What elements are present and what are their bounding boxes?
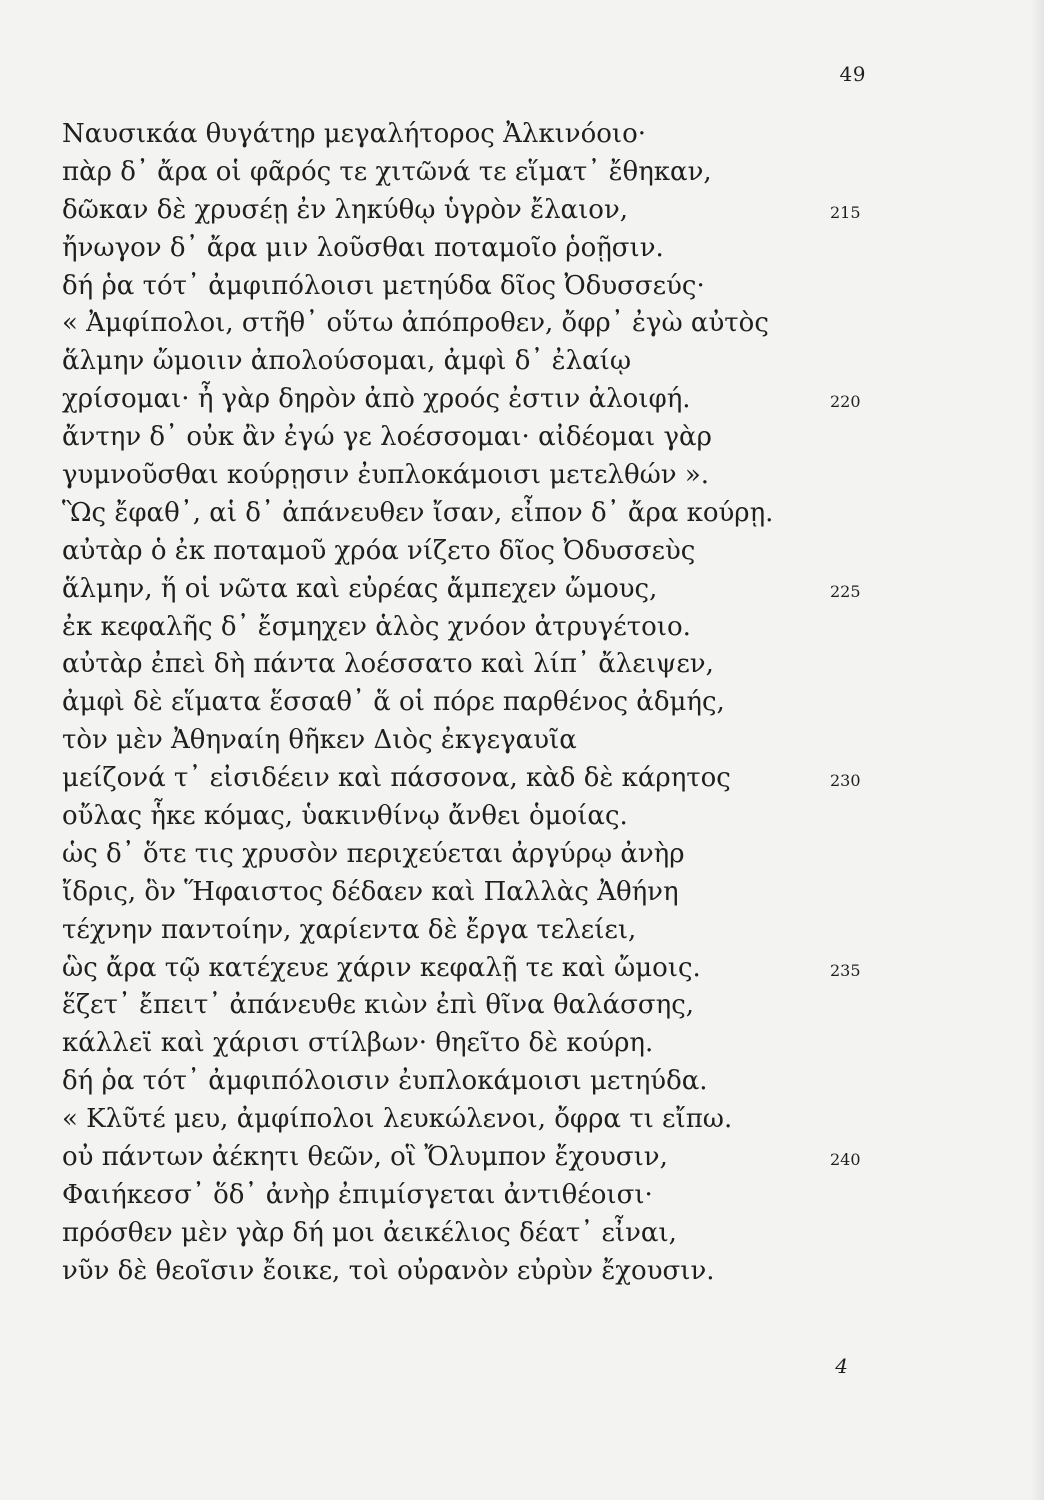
verse-line <box>62 646 962 684</box>
verse-line <box>62 684 962 722</box>
verse-line <box>62 912 962 950</box>
verse-line <box>62 1215 962 1253</box>
verse-text: πὰρ δ᾿ ἄρα οἱ φᾶρός τε χιτῶνά τε εἵματ᾿ ἔθηκαν, <box>62 156 712 187</box>
verse-line <box>62 1253 962 1291</box>
verse-text: Ναυσικάα θυγάτηρ μεγαλήτορος Ἀλκινόοιο· <box>62 119 646 149</box>
verse-line <box>62 533 962 571</box>
verse-line <box>62 1177 962 1215</box>
verse-text: ὡς δ᾿ ὅτε τις χρυσὸν περιχεύεται ἀργύρῳ ἀνὴρ <box>62 838 685 869</box>
verse-line <box>62 836 962 874</box>
verse-text: « Κλῦτέ μευ, ἀμφίπολοι λευκώλενοι, ὄφρα τι εἴπω. <box>62 1104 733 1135</box>
verse-text: δή ῥα τότ᾿ ἀμφιπόλοισιν ἐυπλοκάμοισι μετηύδα. <box>62 1066 708 1097</box>
verse-text: ἐκ κεφαλῆς δ᾿ ἔσμηχεν ἁλὸς χνόον ἀτρυγέτοιο. <box>62 611 691 642</box>
verse-line <box>62 1025 962 1063</box>
verse-text: τέχνην παντοίην, χαρίεντα δὲ ἔργα τελείει, <box>62 914 637 945</box>
verse-text: αὐτὰρ ὁ ἐκ ποταμοῦ χρόα νίζετο δῖος Ὀδυσσεὺς <box>62 535 696 566</box>
verse-text: τὸν μὲν Ἀθηναίη θῆκεν Διὸς ἐκγεγαυῖα <box>62 725 577 756</box>
verse-text: οὔλας ἧκε κόμας, ὑακινθίνῳ ἄνθει ὁμοίας. <box>62 801 628 832</box>
verse-line <box>62 268 962 306</box>
verse-text: κάλλεϊ καὶ χάρισι στίλβων· θηεῖτο δὲ κούρη. <box>62 1028 654 1059</box>
verse-line <box>62 305 962 343</box>
line-number: 240 <box>830 1150 861 1170</box>
verse-text: Φαιήκεσσ᾿ ὅδ᾿ ἀνὴρ ἐπιμίσγεται ἀντιθέοισι· <box>62 1179 653 1210</box>
page-number: 49 <box>839 62 866 86</box>
verse-block <box>62 116 962 1291</box>
verse-text: μείζονά τ᾿ εἰσιδέειν καὶ πάσσονα, κὰδ δὲ κάρητος <box>62 763 731 794</box>
verse-text: ἀμφὶ δὲ εἵματα ἕσσαθ᾿ ἅ οἱ πόρε παρθένος ἀδμής, <box>62 687 725 718</box>
verse-line <box>62 571 962 609</box>
page-edge-shadow <box>1030 0 1044 1500</box>
line-number: 230 <box>830 771 861 791</box>
verse-line <box>62 381 962 419</box>
verse-text: δή ῥα τότ᾿ ἀμφιπόλοισι μετηύδα δῖος Ὀδυσσεύς· <box>62 270 705 301</box>
verse-text: ἤνωγον δ᾿ ἄρα μιν λοῦσθαι ποταμοῖο ῥοῇσιν. <box>62 232 664 263</box>
verse-text: αὐτὰρ ἐπεὶ δὴ πάντα λοέσσατο καὶ λίπ᾿ ἄλειψεν, <box>62 649 714 680</box>
line-number: 215 <box>830 202 861 222</box>
verse-text: ὣς ἄρα τῷ κατέχευε χάριν κεφαλῇ τε καὶ ὤμοις. <box>62 952 701 983</box>
verse-line <box>62 987 962 1025</box>
verse-line <box>62 230 962 268</box>
verse-line <box>62 154 962 192</box>
signature-mark: 4 <box>835 1354 848 1378</box>
verse-text: ἅλμην, ἥ οἱ νῶτα καὶ εὐρέας ἄμπεχεν ὤμους, <box>62 573 658 604</box>
verse-line <box>62 495 962 533</box>
verse-line <box>62 419 962 457</box>
verse-line <box>62 722 962 760</box>
verse-line <box>62 760 962 798</box>
verse-text: ἕζετ᾿ ἔπειτ᾿ ἀπάνευθε κιὼν ἐπὶ θῖνα θαλάσσης, <box>62 990 695 1021</box>
verse-line <box>62 1101 962 1139</box>
verse-line <box>62 457 962 495</box>
verse-text: ἄντην δ᾿ οὐκ ἂν ἐγώ γε λοέσσομαι· αἰδέομαι γὰρ <box>62 422 712 453</box>
verse-line <box>62 116 962 154</box>
line-number: 225 <box>830 581 861 601</box>
verse-text: νῦν δὲ θεοῖσιν ἔοικε, τοὶ οὐρανὸν εὐρὺν ἔχουσιν. <box>62 1255 715 1286</box>
verse-text: ἴδρις, ὃν Ἥφαιστος δέδαεν καὶ Παλλὰς Ἀθήνη <box>62 876 679 907</box>
verse-line <box>62 192 962 230</box>
verse-line <box>62 343 962 381</box>
verse-line <box>62 798 962 836</box>
line-number: 220 <box>830 392 861 412</box>
verse-line <box>62 1063 962 1101</box>
verse-line <box>62 609 962 647</box>
verse-line <box>62 874 962 912</box>
verse-text: Ὣς ἔφαθ᾿, αἱ δ᾿ ἀπάνευθεν ἴσαν, εἶπον δ᾿ ἄρα κούρῃ. <box>62 497 774 528</box>
verse-text: πρόσθεν μὲν γὰρ δή μοι ἀεικέλιος δέατ᾿ εἶναι, <box>62 1217 677 1248</box>
line-number: 235 <box>830 960 861 980</box>
verse-text: « Ἀμφίπολοι, στῆθ᾿ οὕτω ἀπόπροθεν, ὄφρ᾿ ἐγὼ αὐτὸς <box>62 308 769 339</box>
verse-text: ἅλμην ὤμοιιν ἀπολούσομαι, ἀμφὶ δ᾿ ἐλαίῳ <box>62 346 632 377</box>
verse-text: γυμνοῦσθαι κούρῃσιν ἐυπλοκάμοισι μετελθών ». <box>62 460 710 491</box>
verse-line <box>62 950 962 988</box>
verse-text: χρίσομαι· ἦ γὰρ δηρὸν ἀπὸ χροός ἐστιν ἀλοιφή. <box>62 384 691 415</box>
verse-line <box>62 1139 962 1177</box>
verse-text: οὐ πάντων ἀέκητι θεῶν, οἳ Ὄλυμπον ἔχουσιν, <box>62 1142 668 1173</box>
verse-text: δῶκαν δὲ χρυσέῃ ἐν ληκύθῳ ὑγρὸν ἔλαιον, <box>62 194 629 225</box>
